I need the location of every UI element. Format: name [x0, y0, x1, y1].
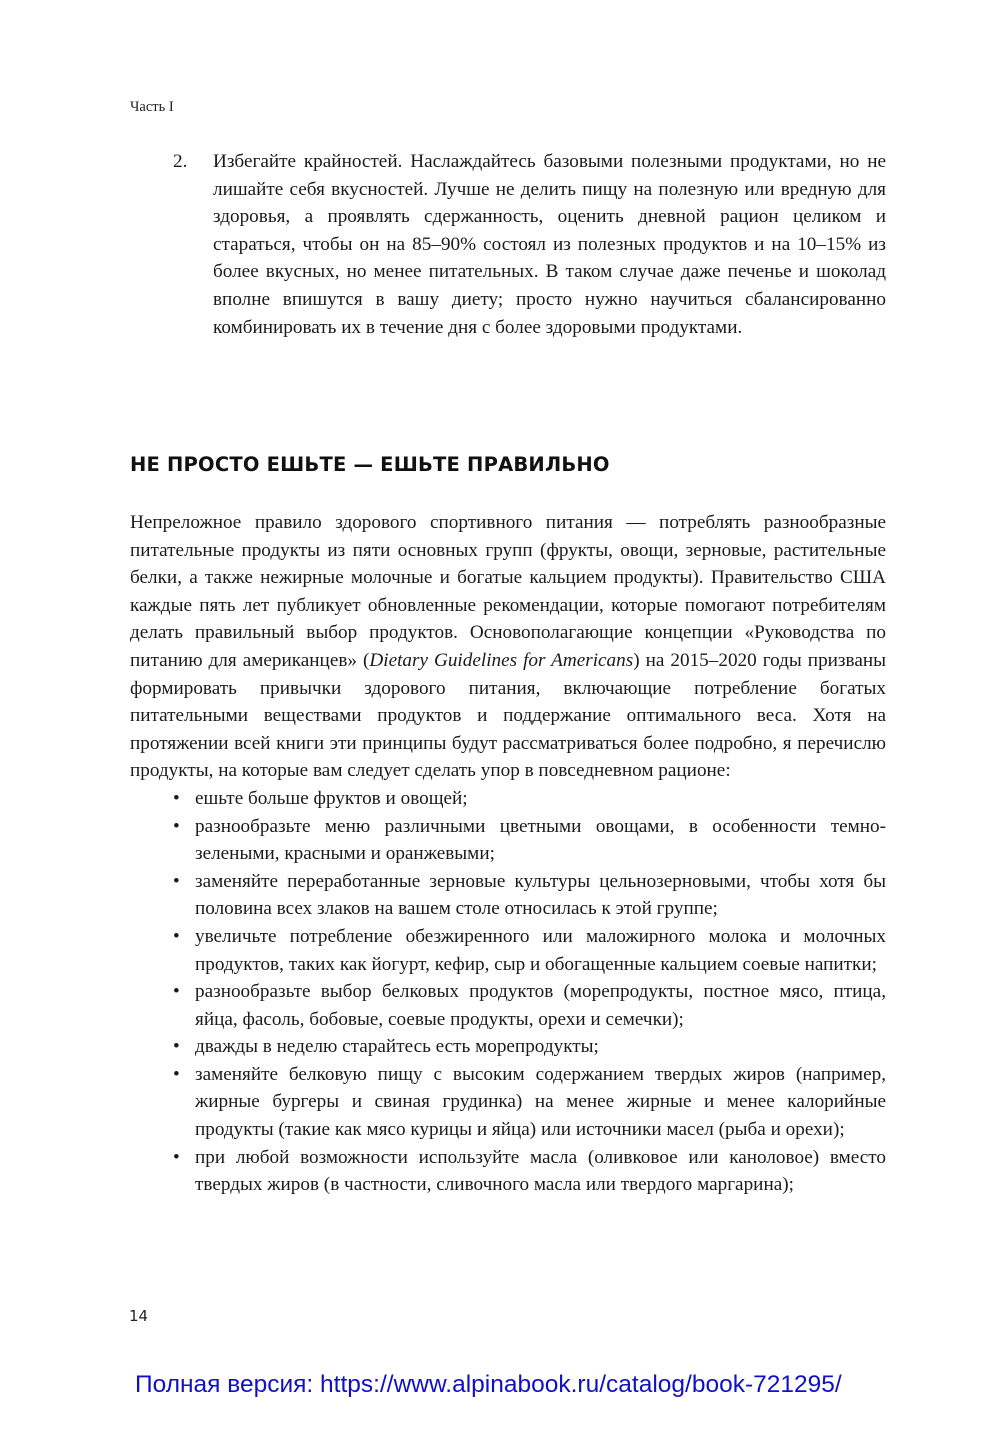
bullet-icon: • [173, 981, 180, 1003]
list-item-text: Избегайте крайностей. Наслаждайтесь базовыми полезными продуктами, но не лишайте себя вкусностей. Лучше не делить пищу на полезную или вредную для здоровья, а проявлять сдержанность, оценить дневной рацион целиком и стараться, чтобы он на 85–90% состоял из полезных продуктов и на 10–15% из более вкусных, но менее питательных. В таком случае даже печенье и шоколад вполне впишутся в вашу диету; просто нужно научиться сбалансированно комбинировать их в течение дня с более здоровыми продуктами. [213, 151, 886, 338]
running-head: Часть I [130, 99, 174, 115]
full-version-link[interactable]: Полная версия: https://www.alpinabook.ru/catalog/book-721295/ [135, 1371, 842, 1398]
list-item [130, 978, 886, 1033]
bullet-icon: • [173, 1063, 180, 1085]
list-item [130, 813, 886, 868]
list-item-text: при любой возможности используйте масла (оливковое или каноловое) вместо твердых жиров (в частности, сливочного масла или твердого маргарина); [195, 1146, 886, 1196]
numbered-list-item [130, 148, 886, 341]
bullet-icon: • [173, 787, 180, 809]
list-item-text: увеличьте потребление обезжиренного или маложирного молока и молочных продуктов, таких как йогурт, кефир, сыр и обогащенные кальцием соевые напитки; [195, 925, 886, 975]
bullet-icon: • [173, 815, 180, 837]
list-item [130, 868, 886, 923]
section-heading: НЕ ПРОСТО ЕШЬТЕ — ЕШЬТЕ ПРАВИЛЬНО [130, 453, 610, 476]
list-item-text: заменяйте белковую пищу с высоким содержанием твердых жиров (например, жирные бургеры и свиная грудинка) на менее жирные и менее калорийные продукты (такие как мясо курицы и яйца) или источники масел (рыба и орехи); [195, 1063, 886, 1141]
section-body [130, 509, 886, 1199]
recommendations-list [130, 785, 886, 1199]
list-item-text: разнообразьте меню различными цветными овощами, в особенности темно-зелеными, красными и оранжевыми; [195, 815, 886, 865]
list-item-number: 2. [173, 151, 188, 172]
list-item-text: дважды в неделю старайтесь есть морепродукты; [195, 1036, 599, 1058]
intro-paragraph [130, 509, 886, 785]
list-item-text: ешьте больше фруктов и овощей; [195, 787, 468, 809]
list-item [130, 923, 886, 978]
bullet-icon: • [173, 870, 180, 892]
list-item-text: заменяйте переработанные зерновые культуры цельнозерновыми, чтобы хотя бы половина всех злаков на вашем столе относилась к этой группе; [195, 870, 886, 920]
list-item [130, 1061, 886, 1144]
list-item-text: разнообразьте выбор белковых продуктов (морепродукты, постное мясо, птица, яйца, фасоль, бобовые, соевые продукты, орехи и семечки); [195, 981, 886, 1030]
paragraph-text-part2: ) на 2015–2020 годы призваны формировать привычки здорового питания, включающие потребление богатых питательными веществами продуктов и поддержание оптимального веса. Хотя на протяжении всей книги эти принципы будут рассматриваться более подробно, я перечислю продукты, на которые вам следует сделать упор в повседневном рационе: [130, 649, 886, 782]
page-number: 14 [129, 1307, 149, 1325]
list-item [130, 1033, 886, 1061]
paragraph-text-part1: Непреложное правило здорового спортивного питания — потреблять разнообразные питательные продукты из пяти основных групп (фрукты, овощи, зерновые, растительные белки, а также нежирные молочные и богатые кальцием продукты). Правительство США каждые пять лет публикует обновленные рекомендации, которые помогают потребителям делать правильный выбор продуктов. Основополагающие концепции «Руководства по питанию для американцев» ( [130, 512, 886, 671]
bullet-icon: • [173, 1146, 180, 1168]
bullet-icon: • [173, 925, 180, 947]
book-title-italic: Dietary Guidelines for Americans [369, 649, 634, 671]
list-item [130, 1144, 886, 1199]
bullet-icon: • [173, 1036, 180, 1058]
list-item [130, 785, 886, 813]
